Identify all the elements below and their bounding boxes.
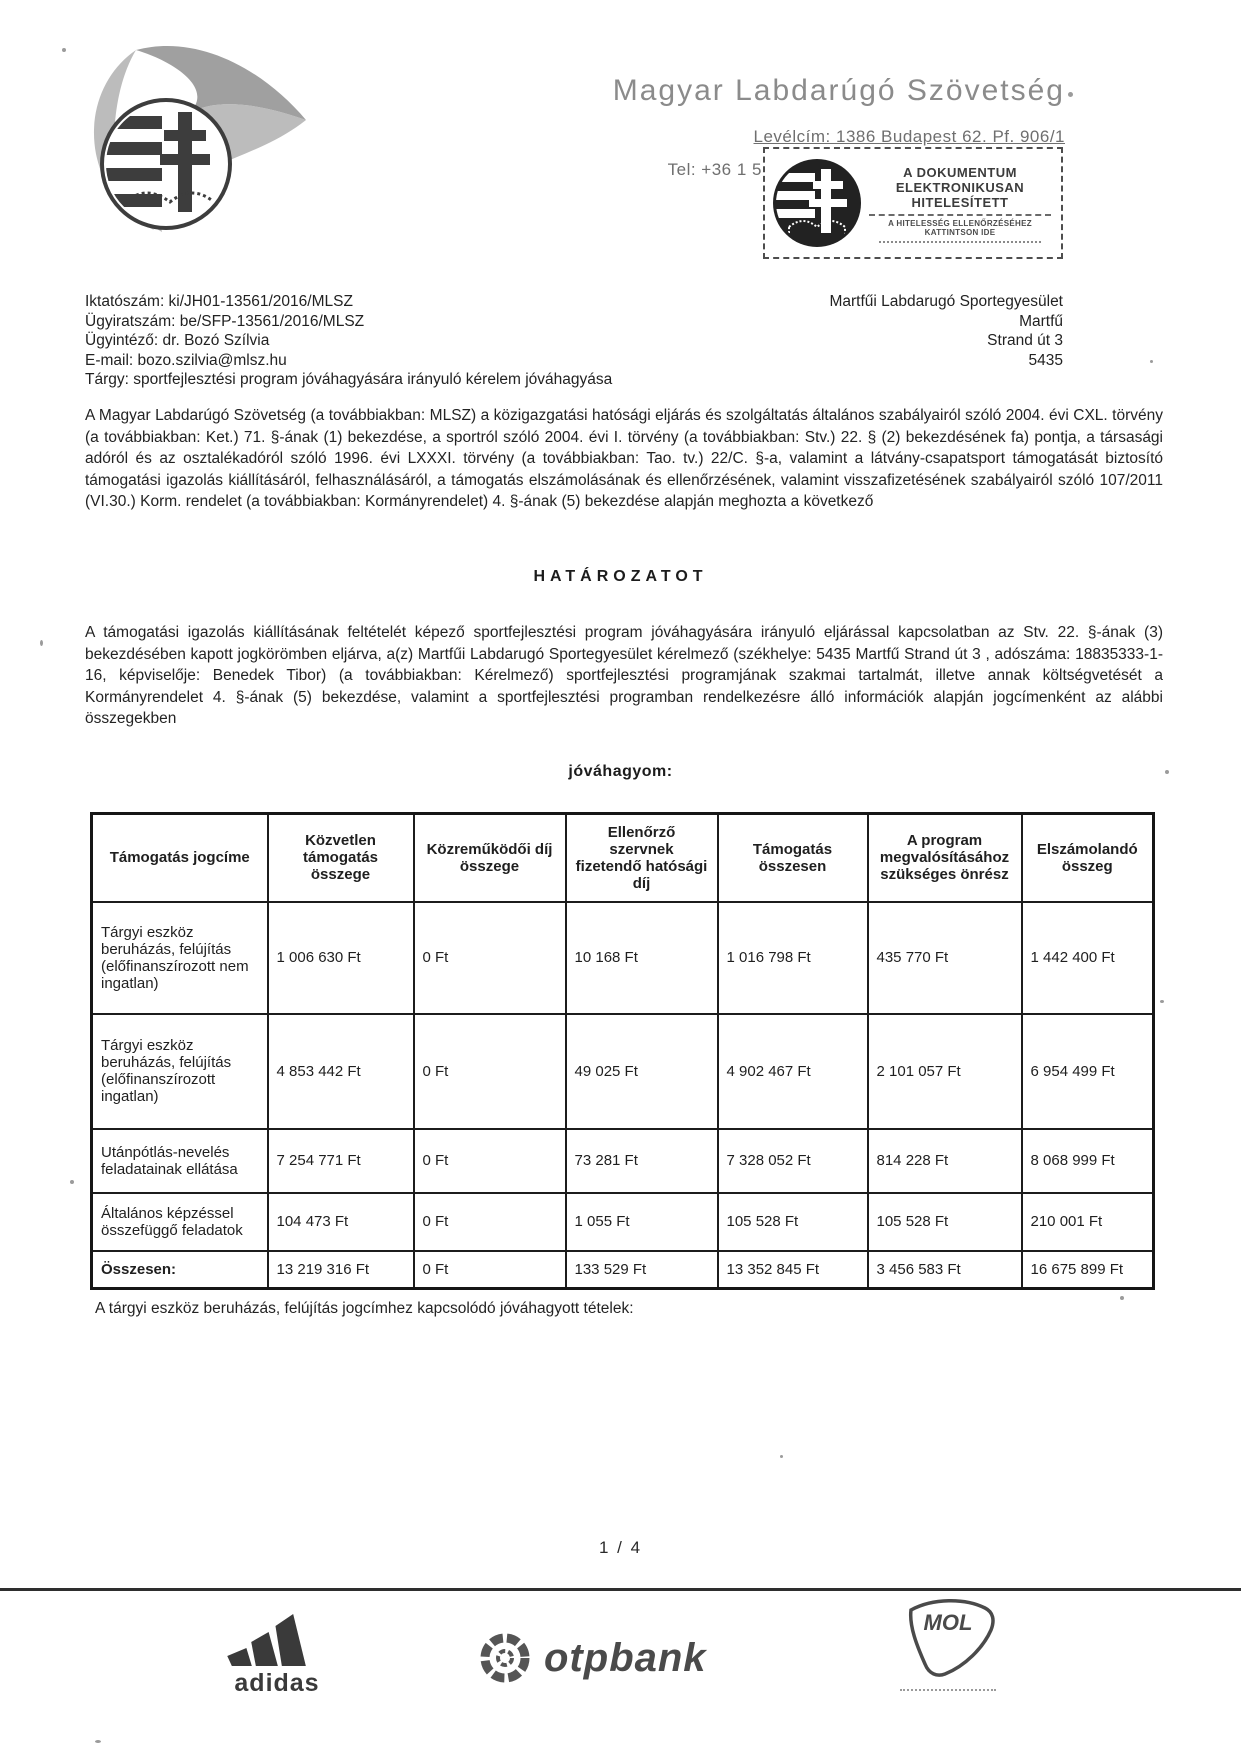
amount-cell: 13 219 316 Ft <box>268 1251 414 1289</box>
phone-line: Tel: +36 1 5 <box>667 160 762 179</box>
col-header-jogcim: Támogatás jogcíme <box>92 814 268 902</box>
col-header-kozremukodoi: Közreműködői díj összege <box>414 814 566 902</box>
footer-divider <box>0 1588 1241 1591</box>
col-header-kozvetlen: Közvetlen támogatás összege <box>268 814 414 902</box>
amount-cell: 1 016 798 Ft <box>718 902 868 1014</box>
stamp-line-2: ELEKTRONIKUSAN <box>895 180 1025 195</box>
scan-speck <box>62 48 66 52</box>
amount-cell: 4 853 442 Ft <box>268 1014 414 1129</box>
subject-line: Tárgy: sportfejlesztési program jóváhagyására irányuló kérelem jóváhagyása <box>85 371 613 388</box>
row-label-cell: Tárgyi eszköz beruházás, felújítás (előfinanszírozott nem ingatlan) <box>92 902 268 1014</box>
amount-cell: 0 Ft <box>414 1014 566 1129</box>
case-officer: Ügyintéző: dr. Bozó Szílvia <box>85 332 270 349</box>
table-row <box>92 1193 1154 1251</box>
otpbank-wordmark: otpbank <box>544 1635 707 1680</box>
mlsz-logo-icon <box>66 42 324 244</box>
amount-cell: 0 Ft <box>414 1129 566 1193</box>
mol-caption-text <box>900 1689 996 1691</box>
amount-cell: 16 675 899 Ft <box>1022 1251 1154 1289</box>
scan-speck <box>780 1455 783 1458</box>
otpbank-flower-icon <box>478 1630 532 1686</box>
scan-speck <box>40 640 43 646</box>
amount-cell: 3 456 583 Ft <box>868 1251 1022 1289</box>
amount-cell: 105 528 Ft <box>718 1193 868 1251</box>
row-label-cell: Összesen: <box>92 1251 268 1289</box>
col-header-osszesen: Támogatás összesen <box>718 814 868 902</box>
amount-cell: 0 Ft <box>414 902 566 1014</box>
recipient-zip: 5435 <box>1028 351 1063 369</box>
svg-text:MOL: MOL <box>923 1610 973 1635</box>
recipient-address-block <box>700 292 1063 370</box>
coat-of-arms-icon <box>769 155 865 251</box>
scan-speck <box>1120 1296 1124 1300</box>
note-after-table: A tárgyi eszköz beruházás, felújítás jogcímhez kapcsolódó jóváhagyott tételek: <box>95 1300 634 1317</box>
amount-cell: 4 902 467 Ft <box>718 1014 868 1129</box>
scan-speck <box>1150 360 1153 363</box>
row-label-cell: Általános képzéssel összefüggő feladatok <box>92 1193 268 1251</box>
adidas-wordmark: adidas <box>234 1669 320 1697</box>
approval-amounts-table <box>90 812 1155 1290</box>
legal-paragraph-2: A támogatási igazolás kiállításának feltételét képező sportfejlesztési program jóváhagyására irányuló eljárással kapcsolatban az Stv. 22. §-ának (3) bekezdésében kapott jogkörömben eljárva, a(z) Martfűi Labdarugó Sportegyesület kérelmező (székhelye: 5435 Martfű Strand út 3 , adószáma: 18835333-1-16, képviselője: Benedek Tibor) (a továbbiakban: Kérelmező) sportfejlesztési programjának szakmai tartalmát, illetve annak költségvetését a Kormányrendelet 4. §-ának (5) bekezdése, valamint a sportfejlesztési programban rendelkezésre álló információk alapján jogcímenként az alábbi összegekben <box>85 624 1163 727</box>
amount-cell: 814 228 Ft <box>868 1129 1022 1193</box>
stamp-micro-text <box>879 241 1041 243</box>
recipient-city: Martfű <box>1019 312 1063 330</box>
col-header-elszamolando: Elszámolandó összeg <box>1022 814 1154 902</box>
amount-cell: 0 Ft <box>414 1193 566 1251</box>
case-number: Ügyiratszám: be/SFP-13561/2016/MLSZ <box>85 312 365 330</box>
amount-cell: 1 055 Ft <box>566 1193 718 1251</box>
recipient-name: Martfűi Labdarugó Sportegyesület <box>829 293 1063 310</box>
scan-speck <box>1068 92 1073 97</box>
col-header-hatosagi-dij: Ellenőrző szervnek fizetendő hatósági díj <box>566 814 718 902</box>
amount-cell: 133 529 Ft <box>566 1251 718 1289</box>
amount-cell: 6 954 499 Ft <box>1022 1014 1154 1129</box>
email-line: E-mail: bozo.szilvia@mlsz.hu <box>85 351 287 369</box>
table-header-row <box>92 814 1154 902</box>
page-number: 1 / 4 <box>598 1538 643 1557</box>
table-row <box>92 1129 1154 1193</box>
mol-logo <box>878 1596 1018 1691</box>
amount-cell: 0 Ft <box>414 1251 566 1289</box>
stamp-small-line-1: A HITELESSÉG ELLENŐRZÉSÉHEZ <box>888 219 1032 228</box>
amount-cell: 435 770 Ft <box>868 902 1022 1014</box>
amount-cell: 210 001 Ft <box>1022 1193 1154 1251</box>
approval-heading: jóváhagyom: <box>568 763 673 780</box>
amount-cell: 104 473 Ft <box>268 1193 414 1251</box>
mailing-address-line: Levélcím: 1386 Budapest 62. Pf. 906/1 <box>753 127 1065 146</box>
amount-cell: 1 442 400 Ft <box>1022 902 1154 1014</box>
decision-heading: HATÁROZATOT <box>533 568 708 585</box>
scan-speck <box>70 1180 74 1184</box>
amount-cell: 49 025 Ft <box>566 1014 718 1129</box>
organization-title: Magyar Labdarúgó Szövetség <box>612 74 1065 107</box>
mol-shield-icon <box>893 1596 1003 1682</box>
table-row <box>92 1014 1154 1129</box>
scan-speck <box>1160 1000 1164 1003</box>
amount-cell: 105 528 Ft <box>868 1193 1022 1251</box>
row-label-cell: Tárgyi eszköz beruházás, felújítás (előfinanszírozott ingatlan) <box>92 1014 268 1129</box>
document-meta-block <box>85 292 705 390</box>
amount-cell: 13 352 845 Ft <box>718 1251 868 1289</box>
recipient-street: Strand út 3 <box>987 332 1063 349</box>
amount-cell: 2 101 057 Ft <box>868 1014 1022 1129</box>
scan-speck <box>1165 770 1169 774</box>
registry-number: Iktatószám: ki/JH01-13561/2016/MLSZ <box>85 293 353 310</box>
amount-cell: 10 168 Ft <box>566 902 718 1014</box>
otpbank-logo <box>478 1630 707 1686</box>
stamp-line-3: HITELESÍTETT <box>911 195 1009 210</box>
electronic-authentication-stamp <box>763 147 1063 259</box>
amount-cell: 7 328 052 Ft <box>718 1129 868 1193</box>
stamp-small-line-2: KATTINTSON IDE <box>924 228 996 237</box>
legal-paragraph-1: A Magyar Labdarúgó Szövetség (a továbbiakban: MLSZ) a közigazgatási hatósági eljárás és szolgáltatás általános szabályairól szóló 2004. évi CXL. törvény (a továbbiakban: Ket.) 71. §-ának (1) bekezdése, a sportról szóló 2004. évi I. törvény (a továbbiakban: Stv.) 22. § (2) bekezdésének fa) pontja, a társasági adóról és az osztalékadóról szóló 1996. évi LXXXI. törvény (a továbbiakban: Tao. tv.) 22/C. §-a, valamint a látvány-csapatsport támogatását biztosító támogatási igazolás kiállításáról, felhasználásáról, a támogatás elszámolásának és ellenőrzésének, valamint visszafizetésének szabályairól szóló 107/2011 (VI.30.) Korm. rendelet (a továbbiakban: Kormányrendelet) 4. §-ának (5) bekezdése alapján meghozta a következő <box>85 407 1163 510</box>
adidas-stripes-icon <box>222 1608 332 1666</box>
col-header-onresz: A program megvalósításához szükséges önrész <box>868 814 1022 902</box>
scan-speck <box>95 1740 101 1743</box>
row-label-cell: Utánpótlás-nevelés feladatainak ellátása <box>92 1129 268 1193</box>
amount-cell: 73 281 Ft <box>566 1129 718 1193</box>
stamp-divider <box>869 214 1051 216</box>
adidas-logo <box>212 1608 342 1698</box>
amount-cell: 8 068 999 Ft <box>1022 1129 1154 1193</box>
stamp-line-1: A DOKUMENTUM <box>903 165 1017 180</box>
amount-cell: 7 254 771 Ft <box>268 1129 414 1193</box>
amount-cell: 1 006 630 Ft <box>268 902 414 1014</box>
table-row <box>92 902 1154 1014</box>
table-total-row <box>92 1251 1154 1289</box>
